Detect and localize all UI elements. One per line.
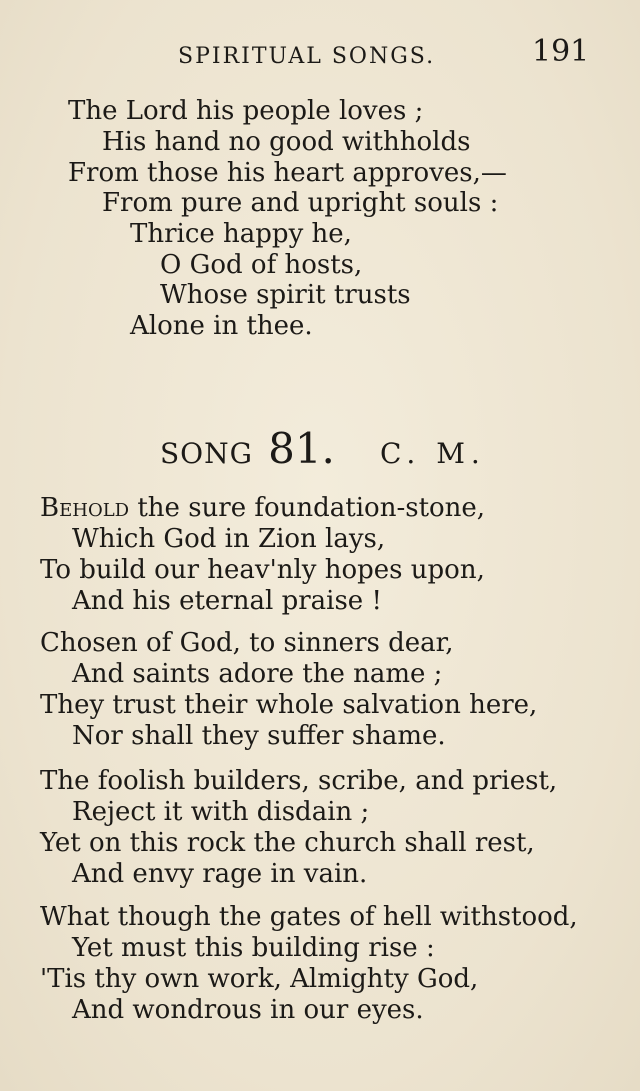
verse-line: Reject it with disdain ; xyxy=(72,797,370,827)
running-title: SPIRITUAL SONGS. xyxy=(178,44,436,69)
verse-line: From those his heart approves,— xyxy=(68,158,507,188)
verse-line: From pure and upright souls : xyxy=(102,188,499,218)
verse-line: And his eternal praise ! xyxy=(72,586,382,616)
verse-line: Chosen of God, to sinners dear, xyxy=(40,628,454,658)
page-number: 191 xyxy=(532,34,590,69)
verse-line: Nor shall they suffer shame. xyxy=(72,721,446,751)
verse-line: The foolish builders, scribe, and priest, xyxy=(40,766,558,796)
verse-line: They trust their whole salvation here, xyxy=(40,690,538,720)
song-heading xyxy=(160,424,486,473)
verse-line: Yet on this rock the church shall rest, xyxy=(40,828,535,858)
verse-line: 'Tis thy own work, Almighty God, xyxy=(40,964,479,994)
verse-line: Whose spirit trusts xyxy=(160,280,411,310)
verse-line: To build our heav'nly hopes upon, xyxy=(40,555,485,585)
verse-line: Alone in thee. xyxy=(130,311,313,341)
song-label: SONG xyxy=(160,437,254,470)
verse-line-rest: the sure foundation-stone, xyxy=(129,493,486,523)
song-meter: C. M. xyxy=(380,437,486,470)
verse-line: What though the gates of hell withstood, xyxy=(40,902,578,932)
verse-line: O God of hosts, xyxy=(160,250,363,280)
verse-line: Which God in Zion lays, xyxy=(72,524,386,554)
verse-line xyxy=(40,493,485,523)
song-number: 81. xyxy=(268,424,335,473)
verse-line: Thrice happy he, xyxy=(130,219,352,249)
verse-line: Yet must this building rise : xyxy=(72,933,435,963)
verse-line: And envy rage in vain. xyxy=(72,859,368,889)
verse-line: And saints adore the name ; xyxy=(72,659,443,689)
first-word: Behold xyxy=(40,493,130,523)
verse-line: His hand no good withholds xyxy=(102,127,471,157)
verse-line: The Lord his people loves ; xyxy=(68,96,424,126)
verse-line: And wondrous in our eyes. xyxy=(72,995,424,1025)
